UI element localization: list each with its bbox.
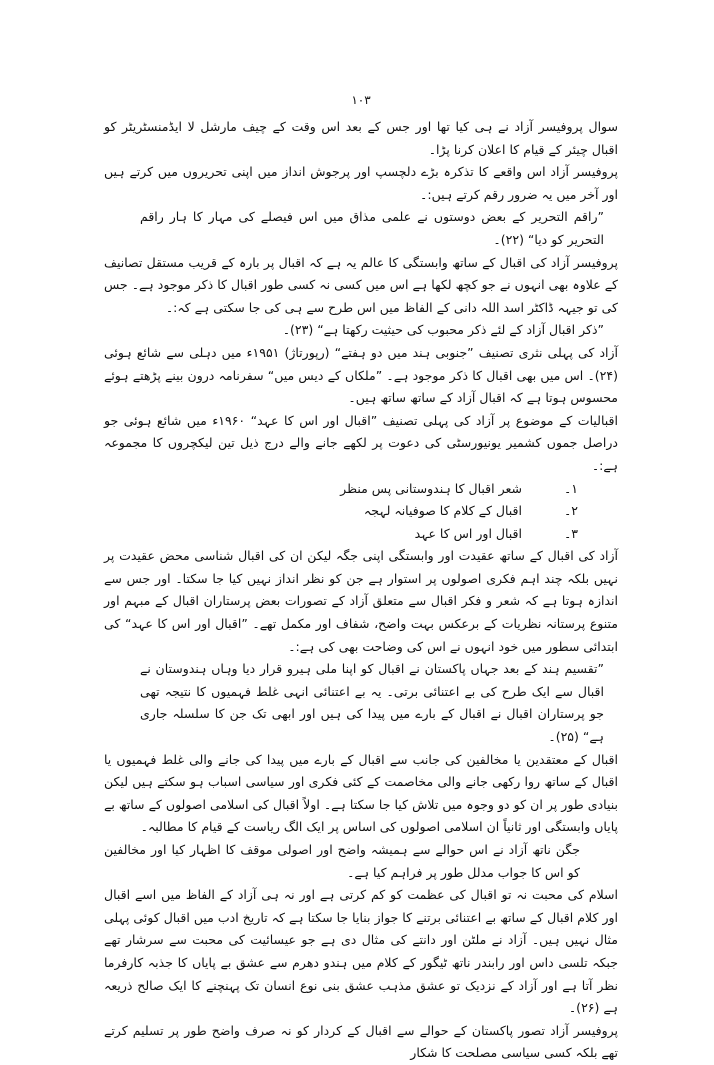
list-item-title: اقبال کے کلام کا صوفیانہ لہجہ — [363, 503, 522, 519]
list-item-title: اقبال اور اس کا عہد — [414, 525, 522, 541]
paragraph-6: آزاد کی اقبال کے ساتھ عقیدت اور وابستگی اپنی جگہ لیکن ان کی اقبال شناسی محض عقیدت پر نہیں بلکہ چند اہم فکری اصولوں پر استوار ہے جن کو نظر انداز نہیں کیا جا سکتا۔ اور جس سے اندازہ ہوتا ہے کہ شعر و فکر اقبال سے متعلق آزاد کے تصورات بعض پرستاران اقبال کے مبہم اور متنوع پرستانہ نظریات کے برعکس بہت واضح، شفاف اور مکمل تھے۔ ”اقبال اور اس کا عہد“ کی ابتدائی سطور میں خود انہوں نے اس کی وضاحت بھی کی ہے:۔ — [104, 548, 618, 654]
list-item — [104, 523, 578, 546]
lecture-list — [104, 478, 618, 546]
paragraph-2: پروفیسر آزاد اس واقعے کا تذکرہ بڑے دلچسپ اور پرجوش انداز میں اپنی تحریروں میں کرتے ہیں اور آخر میں یہ ضرور رقم کرتے ہیں:۔ — [104, 164, 618, 202]
paragraph-10: پروفیسر آزاد تصور پاکستان کے حوالے سے اقبال کے کردار کو نہ صرف واضح طور پر تسلیم کرتے تھے بلکہ کسی سیاسی مصلحت کا شکار — [104, 1022, 618, 1061]
paragraph-7: اقبال کے معتقدین یا مخالفین کی جانب سے اقبال کے بارے میں پیدا کی جانے والی غلط فہمیوں یا اقبال کے ساتھ روا رکھی جانے والی مخاصمت کے کئی فکری اور سیاسی اسباب ہو سکتے ہیں لیکن بنیادی طور پر ان کو دو وجوہ میں تلاش کیا جا سکتا ہے۔ اولاً اقبال کی اسلامی اصولوں کے ساتھ بے پایاں وابستگی اور ثانیاً ان اسلامی اصولوں کی اساس پر ایک الگ ریاست کے قیام کا مطالبہ۔ — [104, 751, 618, 835]
paragraph-3: پروفیسر آزاد کی اقبال کے ساتھ وابستگی کا عالم یہ ہے کہ اقبال پر بارہ کے قریب مستقل تصانیف کے علاوہ بھی انہوں نے جو کچھ لکھا ہے اس میں کسی نہ کسی طور اقبال کا ذکر موجود ہے۔ جس کی تو جیہہ ڈاکٹر اسد اللہ دانی کے الفاظ میں اس طرح سے ہی کی جا سکتی ہے کہ:۔ — [104, 254, 618, 315]
list-item-number: ۳۔ — [563, 525, 578, 541]
list-item — [104, 500, 578, 523]
paragraph-5: اقبالیات کے موضوع پر آزاد کی پہلی تصنیف ”اقبال اور اس کا عہد“ ۱۹۶۰ء میں شائع ہوئی جو دراصل جموں کشمیر یونیورسٹی کی دعوت پر لکھے جانے والے درج ذیل تین لیکچروں کا مجموعہ ہے:۔ — [104, 412, 618, 473]
list-item — [104, 478, 578, 501]
list-item-title: شعر اقبال کا ہندوستانی پس منظر — [340, 480, 522, 496]
paragraph-4: آزاد کی پہلی نثری تصنیف ”جنوبی ہند میں دو ہفتے“ (رپورتاژ) ۱۹۵۱ء میں دہلی سے شائع ہوئی (۲۴)۔ اس میں بھی اقبال کا ذکر موجود ہے۔ ”ملکاں کے دیس میں“ سفرنامہ درون بینے پڑھتے ہوئے محسوس ہوتا ہے کہ اقبال آزاد کے ساتھ ساتھ ہیں۔ — [104, 344, 618, 406]
list-item-number: ۲۔ — [563, 503, 578, 519]
list-item-number: ۱۔ — [563, 480, 578, 496]
page-number: ۱۰۳ — [351, 93, 371, 107]
paragraph-8: جگن ناتھ آزاد نے اس حوالے سے ہمیشہ واضح اور اصولی موقف کا اظہار کیا اور مخالفین کو اس کا جواب مدلل طور پر فراہم کیا ہے۔ — [104, 842, 580, 880]
paragraph-9: اسلام کی محبت نہ تو اقبال کی عظمت کو کم کرتی ہے اور نہ ہی آزاد کے الفاظ میں اسے اقبال اور کلام اقبال کے ساتھ بے اعتنائی برتنے کا جواز بنایا جا سکتا ہے کہ تاریخ ادب میں اقبال کوئی پہلی مثال نہیں ہیں۔ آزاد نے ملٹن اور دانتے کی مثال دی ہے جو عیسائیت کی محبت سے سرشار تھے جبکہ تلسی داس اور رابندر ناتھ ٹیگور کے کلام میں ہندو دھرم سے عشق بے پایاں کا جذبہ کارفرما نظر آتا ہے اور آزاد کے نزدیک تو عشق مذہب عشق بنی نوع انسان تک پہنچنے کا ایک صالح ذریعہ ہے (۲۶)۔ — [104, 887, 618, 1016]
paragraph-1: سوال پروفیسر آزاد نے ہی کیا تھا اور جس کے بعد اس وقت کے چیف مارشل لا ایڈمنسٹریٹر کو اقبال چیئر کے قیام کا اعلان کرنا پڑا۔ — [104, 119, 618, 157]
quote-2: ”ذکر اقبال آزاد کے لئے ذکر محبوب کی حیثیت رکھتا ہے“ (۲۳)۔ — [282, 322, 604, 338]
quote-1: ”راقم التحریر کے بعض دوستوں نے علمی مذاق میں اس فیصلے کی مہار کا ہار راقم التحریر کو دیا“ (۲۲)۔ — [140, 209, 604, 247]
quote-3: ”تقسیم ہند کے بعد جہاں پاکستان نے اقبال کو اپنا ملی ہیرو قرار دیا وہاں ہندوستان نے اقبال سے ایک طرح کی بے اعتنائی برتی۔ یہ بے اعتنائی انہی غلط فہمیوں کا نتیجہ تھی جو پرستاران اقبال نے اقبال کے بارے میں پیدا کی ہیں اور ابھی تک جن کا سلسلہ جاری ہے“ (۲۵)۔ — [140, 661, 604, 745]
